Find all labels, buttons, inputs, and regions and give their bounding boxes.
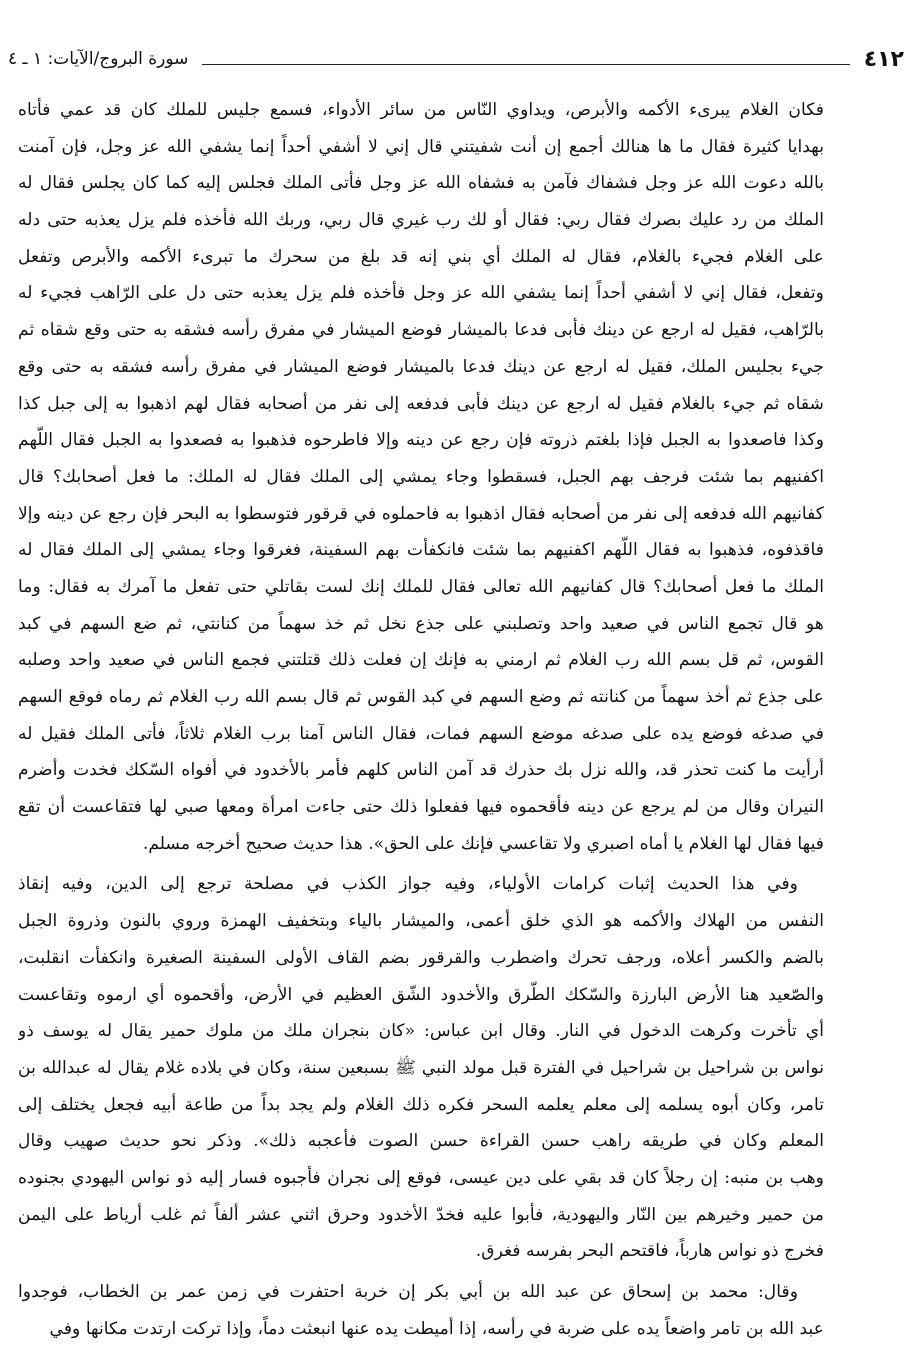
text-line: وتفعل، فقال إني لا أشفي أحداً إنما يشفي الله عز وجل فأخذه فلم يزل يعذبه حتى دل على الرّاهب فجيء له: [18, 283, 824, 304]
text-line: القوس، ثم قل بسم الله رب الغلام ثم ارمني به فإنك إن فعلت ذلك قتلتني فجمع الناس في صعيد واحد وصلبه: [18, 650, 824, 671]
body-text: [18, 92, 824, 1347]
text-line: وهب بن منبه: إن رجلاً كان قد بقي على دين عيسى، فوقع إلى نجران فأجبوه فسار إليه ذو نواس اليهودي بجنوده: [18, 1167, 824, 1188]
text-line: اكفنيهم بما شئت فرجف بهم الجبل، فسقطوا وجاء يمشي إلى الملك فقال له الملك: ما فعل أصحابك؟ قال: [18, 466, 824, 487]
text-line: في صدغه فوضع يده على صدغه موضع السهم فمات، فقال الناس آمنا برب الغلام ثلاثاً، فأتى الملك فقيل له: [18, 723, 824, 744]
text-line: على الغلام فجيء بالغلام، فقال له الملك أي بني إنه قد بلغ من سحرك ما تبرىء الأكمه والأبرص وتفعل: [18, 246, 824, 267]
running-title: سورة البروج/الآيات: ١ ـ ٤: [8, 49, 189, 69]
text-line: هو قال تجمع الناس في صعيد واحد وتصلبني على جذع نخل ثم خذ سهماً من كنانتي، ثم ضع السهم في كبد: [18, 613, 824, 634]
paragraph: [18, 866, 824, 1270]
text-line: فيها فقال لها الغلام يا أماه اصبري ولا تقاعسي فإنك على الحق». هذا حديث صحيح أخرجه مسلم.: [142, 833, 824, 854]
text-line: فكان الغلام يبرىء الأكمه والأبرص، ويداوي النّاس من سائر الأدواء، فسمع جليس للملك كان قد عمي فأتاه: [18, 100, 824, 120]
text-line: فخرج ذو نواس هارباً، فاقتحم البحر بفرسه فغرق.: [475, 1241, 824, 1262]
text-line: جيء بجليس الملك، فقيل له ارجع عن دينك فدعا بالميشار فوضع الميشار في مفرق رأسه فشقه به حتى وقع: [18, 356, 824, 377]
text-line: الملك ما فعل أصحابك؟ قال كفانيهم الله تعالى فقال للملك إنك لست بقاتلي حتى تفعل ما آمرك به فقال: وما: [18, 576, 824, 597]
text-line: والصّعيد هنا الأرض البارزة والسّكك الطّرق والأخدود الشّق العظيم في الأرض، وأقحموه أي ارموه وتقاعست: [18, 984, 824, 1005]
header-rule: [202, 64, 849, 65]
text-line: بهدايا كثيرة فقال ما ها هنالك أجمع إن أنت شفيتني قال إني لا أشفي أحداً إنما يشفي الله عز وجل، فإن آمنت: [18, 136, 824, 157]
text-line: الملك من رد عليك بصرك فقال ربي: فقال أو لك رب غيري قال ربي، وربك الله فأخذه فلم يزل يعذبه حتى دله: [18, 210, 824, 231]
text-line: أرأيت ما كنت تحذر قد، والله نزل بك حذرك قد آمن الناس كلهم فأمر بالأخدود في أفواه السّكك فخدت وأضرم: [18, 760, 824, 781]
text-line: عبد الله بن تامر واضعاً يده على ضربة في رأسه، إذا أميطت يده عنها انبعثت دماً، وإذا تركت ارتدت مكانها وفي: [49, 1318, 824, 1339]
text-line: النفس من الهلاك والأكمه هو الذي خلق أعمى، والميشار بالياء وبتخفيف الهمزة وروي بالنون وذروة الجبل: [18, 911, 824, 932]
text-line: وقال: محمد بن إسحاق عن عبد الله بن أبي بكر إن خربة احتفرت في زمن عمر بن الخطاب، فوجدوا: [18, 1282, 798, 1302]
text-line: وفي هذا الحديث إثبات كرامات الأولياء، وفيه جواز الكذب في مصلحة ترجع إلى الدين، وفيه إنقاذ: [18, 874, 798, 895]
text-line: بالضم والكسر أعلاه، ورجف تحرك واضطرب والقرقور بضم القاف الأولى السفينة الصغيرة وانكفأت انقلبت،: [18, 947, 824, 968]
text-line: كفانيهم الله فدفعه إلى نفر من أصحابه فقال اذهبوا به فاحملوه في قرقور فتوسطوا به البحر فإن رجع عن دينه وإلا: [18, 503, 824, 524]
text-line: النيران وقال من لم يرجع عن دينه فأقحموه فيها ففعلوا ذلك حتى جاءت امرأة ومعها صبي لها فتقاعست أن تقع: [18, 797, 824, 818]
text-line: بالرّاهب، فقيل له ارجع عن دينك فأبى فدعا بالميشار فوضع الميشار في مفرق رأسه فشقه به حتى وقع شقاه ثم: [18, 320, 824, 341]
text-line: بالله دعوت الله عز وجل فشفاك فآمن به فشفاه الله عز وجل فأتى الملك فجلس إليه كما كان يجلس فقال له: [18, 173, 824, 194]
text-line: وكذا فاصعدوا به الجبل فإذا بلغتم ذروته فإن رجع عن دينه وإلا فاطرحوه فذهبوا به فصعدوا به الجبل فقال اللّهم: [18, 430, 824, 451]
page-number: ٤١٢: [863, 46, 904, 72]
paragraph: [18, 92, 824, 862]
text-line: من حمير وخيرهم بين النّار واليهودية، فأبوا عليه فخدّ الأخدود وحرق اثني عشر ألفاً ثم غلب أرياط على اليمن: [18, 1204, 824, 1225]
text-line: تامر، وكان أبوه يسلمه إلى معلم يعلمه السحر فكره ذلك الغلام ولم يجد بداً من طاعة أبيه فجعل يختلف إلى: [18, 1094, 824, 1115]
text-line: أي تأخرت وكرهت الدخول في النار. وقال ابن عباس: «كان بنجران ملك من ملوك حمير يقال له يوسف ذو: [18, 1021, 824, 1042]
paragraph: [18, 1274, 824, 1347]
text-line: نواس بن شراحيل بن شراحيل في الفترة قبل مولد النبي ﷺ بسبعين سنة، وكان في بلاده غلام يقال له عبدالله بن: [18, 1057, 824, 1078]
page-header: [8, 44, 904, 74]
text-line: فاقذفوه، فذهبوا به فقال اللّهم اكفنيهم بما شئت فانكفأت بهم السفينة، فغرقوا وجاء يمشي إلى الملك فقال له: [18, 540, 824, 561]
text-line: المعلم وكان في طريقه راهب حسن القراءة حسن الصوت فأعجبه ذلك». وذكر نحو حديث صهيب وقال: [18, 1131, 824, 1152]
text-line: شقاه ثم جيء بالغلام فقيل له ارجع عن دينك فأبى فدفعه إلى نفر من أصحابه فقال لهم اذهبوا به إلى جبل كذا: [18, 393, 824, 414]
text-line: على جذع ثم أخذ سهماً من كنانته ثم وضع السهم في كبد القوس ثم قال بسم الله رب الغلام ثم رماه فوقع السهم: [18, 687, 824, 707]
